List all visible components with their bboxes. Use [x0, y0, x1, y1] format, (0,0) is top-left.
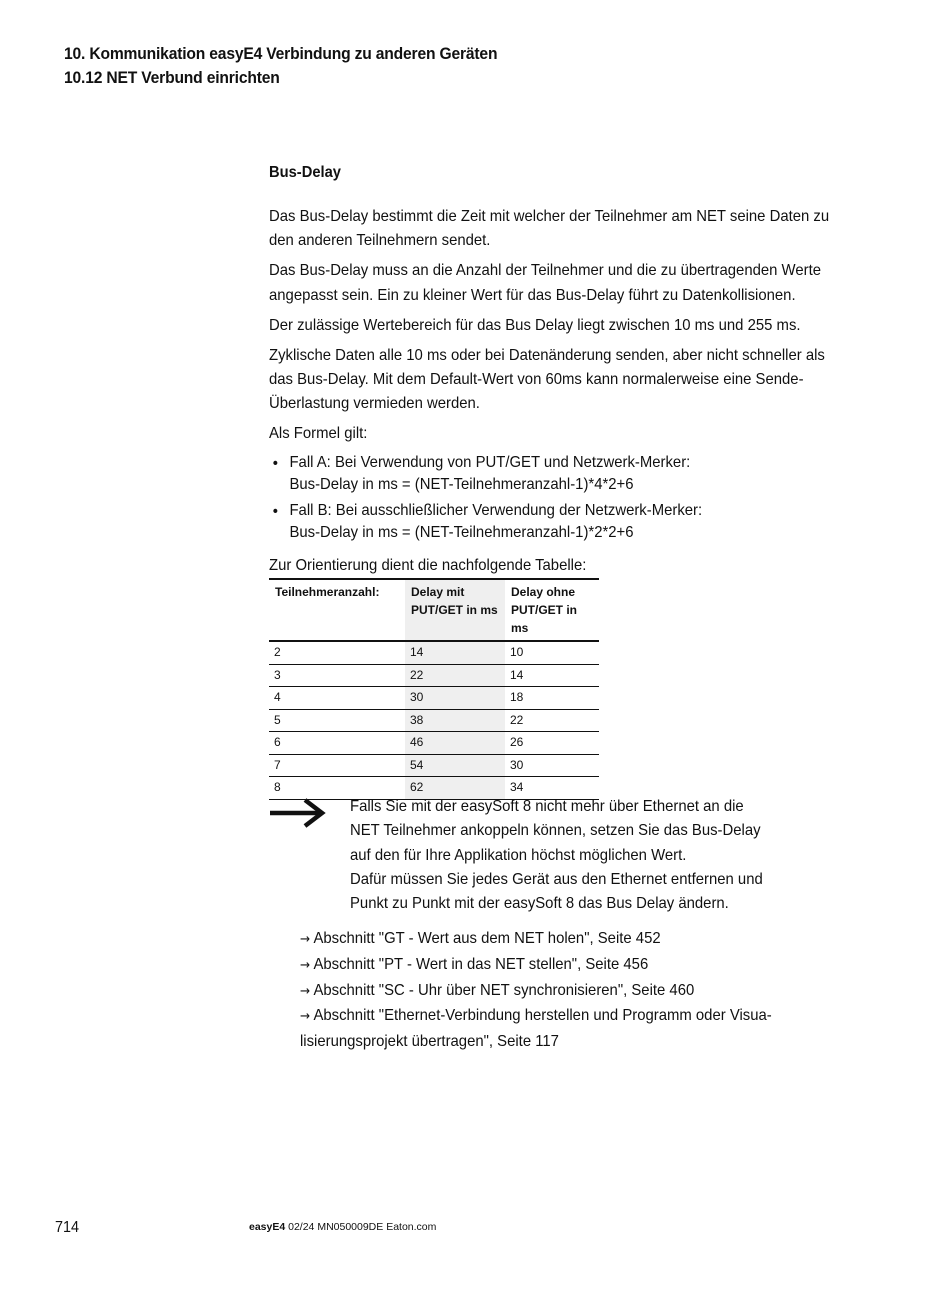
- table-row: [269, 732, 599, 755]
- bullet-icon: •: [272, 503, 278, 521]
- table-row: [269, 664, 599, 687]
- table-cell: 54: [405, 754, 505, 777]
- reference-link[interactable]: → Abschnitt "SC - Uhr über NET synchronisieren", Seite 460: [300, 981, 695, 999]
- arrow-right-icon: →: [300, 1009, 311, 1025]
- table-cell: 34: [505, 777, 599, 800]
- list-item: • Fall B: Bei ausschließlicher Verwendung der Netzwerk-Merker: Bus-Delay in ms = (NET-Teilnehmeranzahl-1)*2*2+6: [272, 502, 703, 542]
- table-cell: 26: [505, 732, 599, 755]
- table-cell: 8: [269, 777, 405, 800]
- footer-info: [249, 1220, 436, 1234]
- table-cell: 2: [269, 641, 405, 664]
- section-heading: 10.12 NET Verbund einrichten: [64, 68, 280, 87]
- table-cell: 3: [269, 664, 405, 687]
- list-item: • Fall A: Bei Verwendung von PUT/GET und Netzwerk-Merker: Bus-Delay in ms = (NET-Teilnehmeranzahl-1)*4*2+6: [272, 454, 691, 494]
- header-delay-with-putget: Delay mit PUT/GET in ms: [405, 579, 505, 641]
- body-text: [269, 205, 879, 544]
- table-cell: 6: [269, 732, 405, 755]
- table-cell: 22: [405, 664, 505, 687]
- arrow-right-icon: →: [300, 957, 311, 973]
- table-cell: 4: [269, 687, 405, 710]
- bus-delay-title: Bus-Delay: [269, 164, 341, 181]
- table-cell: 62: [405, 777, 505, 800]
- table-row: [269, 641, 599, 664]
- reference-link-continuation[interactable]: lisierungsprojekt übertragen", Seite 117: [300, 1033, 559, 1051]
- bullet-icon: •: [272, 455, 278, 473]
- header-participants: Teilnehmeranzahl:: [269, 579, 405, 641]
- table-cell: 30: [505, 754, 599, 777]
- table-cell: 30: [405, 687, 505, 710]
- table-row: [269, 687, 599, 710]
- table-intro: Zur Orientierung dient die nachfolgende Tabelle:: [269, 557, 587, 574]
- table-row: [269, 709, 599, 732]
- table-cell: 10: [505, 641, 599, 664]
- table-cell: 38: [405, 709, 505, 732]
- paragraph: Zyklische Daten alle 10 ms oder bei Datenänderung senden, aber nicht schneller als das Bus-Delay. Mit dem Default-Wert von 60ms kann normalerweise eine Sende- Überlastung vermieden werden.: [269, 346, 825, 413]
- table-cell: 18: [505, 687, 599, 710]
- reference-link[interactable]: → Abschnitt "Ethernet-Verbindung herstellen und Programm oder Visua-: [300, 1007, 772, 1025]
- table-row: [269, 754, 599, 777]
- arrow-right-icon: [269, 797, 327, 829]
- cross-references: [300, 927, 840, 1055]
- paragraph: Der zulässige Wertebereich für das Bus Delay liegt zwischen 10 ms und 255 ms.: [269, 316, 801, 334]
- note-text: Falls Sie mit der easySoft 8 nicht mehr über Ethernet an die NET Teilnehmer ankoppeln können, setzen Sie das Bus-Delay auf den für Ihre Applikation höchst möglichen Wert. Dafür müssen Sie jedes Gerät aus den Ethernet entfernen und Punkt zu Punkt mit der easySoft 8 das Bus Delay ändern.: [350, 798, 763, 913]
- reference-link[interactable]: → Abschnitt "GT - Wert aus dem NET holen", Seite 452: [300, 930, 661, 947]
- header-delay-without-putget: Delay ohne PUT/GET in ms: [505, 579, 599, 641]
- arrow-right-icon: →: [300, 983, 311, 999]
- table-cell: 5: [269, 709, 405, 732]
- table-cell: 7: [269, 754, 405, 777]
- table-cell: 14: [505, 664, 599, 687]
- chapter-title: 10. Kommunikation easyE4 Verbindung zu anderen Geräten: [64, 44, 498, 63]
- table-cell: 46: [405, 732, 505, 755]
- paragraph: Als Formel gilt:: [269, 425, 368, 443]
- page-number: 714: [55, 1219, 80, 1236]
- formula-list: [269, 452, 879, 544]
- delay-table: [269, 578, 599, 800]
- footer-brand: easyE4: [249, 1221, 286, 1233]
- table-cell: 14: [405, 641, 505, 664]
- footer-doc-info: 02/24 MN050009DE Eaton.com: [288, 1221, 437, 1233]
- page-header: [64, 42, 535, 90]
- arrow-right-icon: →: [300, 932, 311, 947]
- reference-link[interactable]: → Abschnitt "PT - Wert in das NET stellen", Seite 456: [300, 955, 649, 973]
- table-cell: 22: [505, 709, 599, 732]
- table-header-row: [269, 579, 599, 641]
- paragraph: Das Bus-Delay muss an die Anzahl der Teilnehmer und die zu übertragenden Werte angepasst sein. Ein zu kleiner Wert für das Bus-Delay führt zu Datenkollisionen.: [269, 262, 821, 304]
- paragraph: Das Bus-Delay bestimmt die Zeit mit welcher der Teilnehmer am NET seine Daten zu den anderen Teilnehmern sendet.: [269, 208, 830, 250]
